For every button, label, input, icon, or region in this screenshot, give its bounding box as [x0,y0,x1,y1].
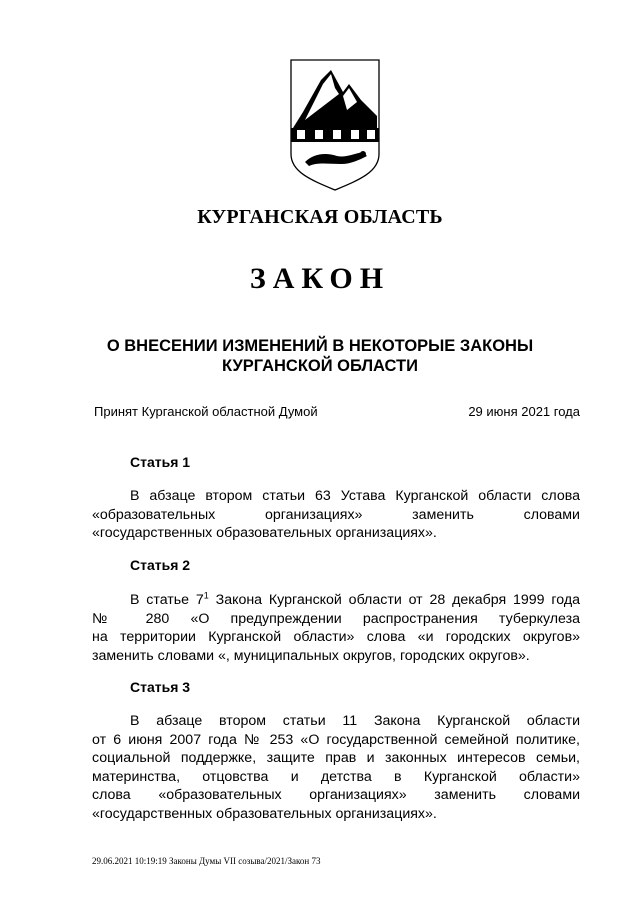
law-title [60,336,580,376]
article-3-line-1: В абзаце втором статьи 11 Закона Курганской области [130,713,580,729]
article-3-line-4: материнства, отцовства и детства в Курганской области» [92,768,580,785]
article-1-text [92,487,580,543]
document-type: ЗАКОН [249,262,391,295]
article-2-line-3: на территории Курганской области» слова «и городских округов» [92,629,580,645]
article-2-line-1 [92,591,580,610]
article-number-superscript: 1 [203,590,209,601]
article-3-line-5: слова «образовательных организациях» заменить словами [92,787,580,803]
article-3-text [92,712,580,823]
law-title-line-2: КУРГАНСКОЙ ОБЛАСТИ [222,357,418,375]
article-2-line-4: заменить словами «, муниципальных округов, городских округов». [92,647,530,664]
region-name: КУРГАНСКАЯ ОБЛАСТЬ [197,206,443,228]
adoption-date: 29 июня 2021 года [468,404,580,419]
article-2-line-1-before: В статье 7 [130,592,204,608]
article-3-line-6: «государственных образовательных организациях». [92,805,437,822]
article-2-heading: Статья 2 [130,557,191,573]
article-3-heading: Статья 3 [130,679,191,695]
adopted-by: Принят Курганской областной Думой [94,404,318,419]
article-2-line-2: № 280 «О предупреждении распространения туберкулеза [92,610,580,627]
kurgan-coat-of-arms-icon [287,58,383,192]
article-1-line-1: В абзаце втором статьи 63 Устава Курганской области слова [130,488,580,504]
article-3-line-2: от 6 июня 2007 года № 253 «О государственной семейной политике, [92,731,580,748]
document-footer: 29.06.2021 10:19:19 Законы Думы VII созыва/2021/Закон 73 [92,856,321,866]
article-1-line-2: «образовательных организациях» заменить словами [92,506,580,523]
article-3-line-3: социальной поддержке, защите прав и законных интересов семьи, [92,750,580,766]
article-2-text [92,591,580,665]
article-2-line-1-after: Закона Курганской области от 28 декабря 1999 года [208,592,581,608]
article-1-line-3: «государственных образовательных организациях». [92,525,437,541]
article-1-heading: Статья 1 [130,454,191,470]
law-title-line-1: О ВНЕСЕНИИ ИЗМЕНЕНИЙ В НЕКОТОРЫЕ ЗАКОНЫ [106,337,534,355]
